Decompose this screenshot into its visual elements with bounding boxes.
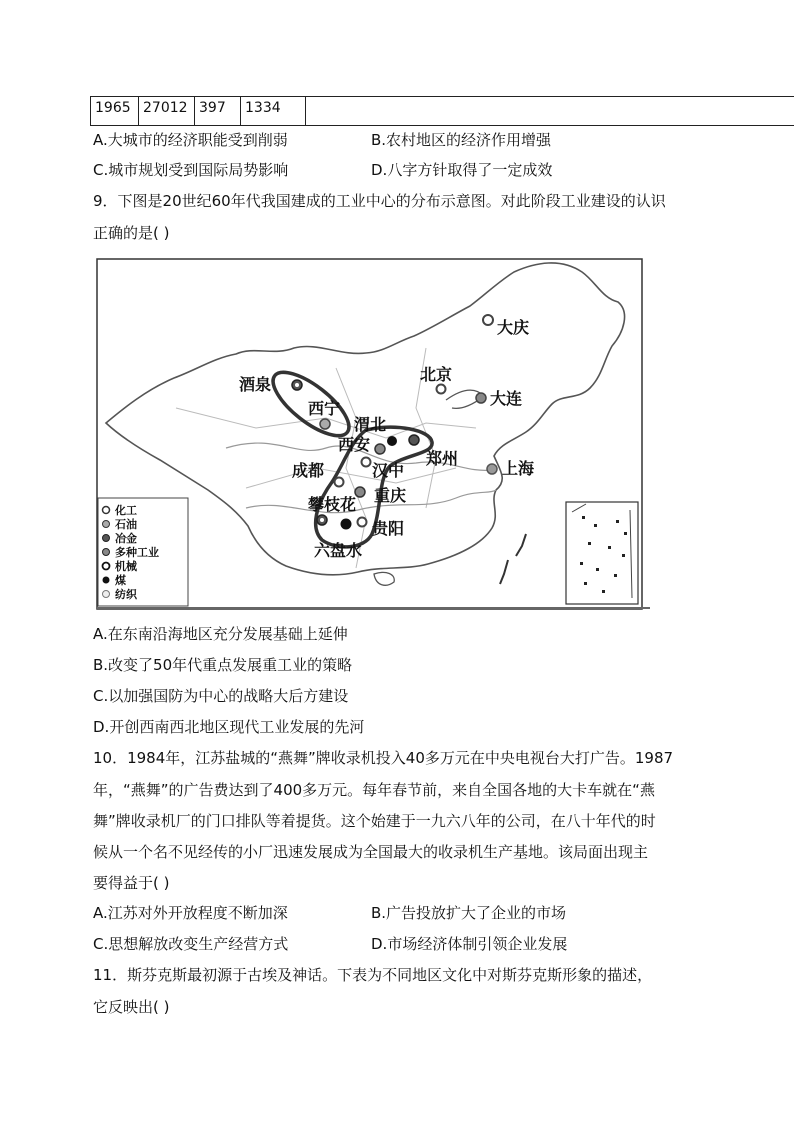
table-cell: 1334	[241, 97, 306, 126]
q10-stem-cont: 要得益于( )	[93, 874, 170, 892]
q10-option-a[interactable]: A.江苏对外开放程度不断加深	[93, 904, 288, 922]
hanzhong-marker	[362, 458, 371, 467]
beijing-marker	[437, 385, 446, 394]
city-label-dalian: 大连	[490, 389, 523, 408]
q9-stem-cont: 正确的是( )	[93, 224, 170, 242]
panzhihua-marker-dot	[320, 518, 324, 522]
table-row	[91, 97, 794, 126]
dalian-marker	[476, 393, 486, 403]
guiyang-marker	[358, 518, 367, 527]
legend-swatch-textile	[103, 591, 110, 598]
legend-swatch-chemical	[103, 507, 110, 514]
legend-petroleum: 石油	[115, 518, 137, 531]
q10-option-d[interactable]: D.市场经济体制引领企业发展	[371, 935, 568, 953]
city-label-guiyang: 贵阳	[372, 519, 405, 538]
city-label-jiuquan: 酒泉	[239, 375, 272, 394]
zhengzhou-marker	[409, 435, 419, 445]
legend-machinery: 机械	[115, 560, 137, 573]
city-label-zhengzhou: 郑州	[426, 449, 459, 468]
q8-option-c[interactable]: C.城市规划受到国际局势影响	[93, 161, 289, 179]
legend-swatch-coal	[103, 577, 110, 584]
industrial-centers-map	[96, 258, 650, 610]
q9-option-c[interactable]: C.以加强国防为中心的战略大后方建设	[93, 687, 349, 705]
weibei-marker	[387, 436, 397, 446]
legend-swatch-petroleum	[103, 521, 110, 528]
city-label-shanghai: 上海	[502, 459, 535, 478]
city-label-xining: 西宁	[308, 399, 341, 418]
xining-marker	[320, 419, 330, 429]
liupanshui-marker	[341, 519, 352, 530]
q9-option-a[interactable]: A.在东南沿海地区充分发展基础上延伸	[93, 625, 348, 643]
table-cell: 397	[195, 97, 241, 126]
city-label-panzhihua: 攀枝花	[308, 495, 357, 514]
legend-coal: 煤	[115, 574, 126, 587]
q10-stem-cont: 候从一个名不见经传的小厂迅速发展成为全国最大的收录机生产基地。该局面出现主	[93, 843, 649, 861]
south-china-sea-inset	[566, 502, 638, 604]
legend-swatch-machinery	[103, 563, 110, 570]
xian-marker	[375, 444, 385, 454]
q9-option-b[interactable]: B.改变了50年代重点发展重工业的策略	[93, 656, 353, 674]
legend-multi-industry: 多种工业	[115, 546, 159, 559]
q11-stem: 11．斯芬克斯最初源于古埃及神话。下表为不同地区文化中对斯芬克斯形象的描述，	[93, 966, 653, 984]
q9-option-d[interactable]: D.开创西南西北地区现代工业发展的先河	[93, 718, 365, 736]
jiuquan-marker-dot	[295, 383, 299, 387]
legend-swatch-metallurgy	[103, 535, 110, 542]
table-cell-year: 1965	[91, 97, 139, 126]
daqing-marker	[483, 315, 493, 325]
q9-stem: 9．下图是20世纪60年代我国建成的工业中心的分布示意图。对此阶段工业建设的认识	[93, 192, 666, 210]
city-label-hanzhong: 汉中	[372, 461, 405, 480]
q10-option-c[interactable]: C.思想解放改变生产经营方式	[93, 935, 289, 953]
q10-stem-cont: 舞”牌收录机厂的门口排队等着提货。这个始建于一九六八年的公司，在八十年代的时	[93, 812, 656, 830]
chongqing-marker	[355, 487, 365, 497]
city-label-beijing: 北京	[420, 365, 453, 384]
legend-chemical: 化工	[115, 504, 137, 517]
q8-option-a[interactable]: A.大城市的经济职能受到削弱	[93, 131, 288, 149]
shanghai-marker	[487, 464, 497, 474]
q10-stem: 10．1984年，江苏盐城的“燕舞”牌收录机投入40多万元在中央电视台大打广告。1987	[93, 749, 674, 767]
q8-option-d[interactable]: D.八字方针取得了一定成效	[371, 161, 553, 179]
chengdu-marker	[335, 478, 344, 487]
table-cell-empty	[306, 97, 794, 126]
q11-stem-cont: 它反映出( )	[93, 998, 170, 1016]
city-label-xian: 西安	[338, 435, 371, 454]
city-label-chengdu: 成都	[292, 461, 325, 480]
q10-option-b[interactable]: B.广告投放扩大了企业的市场	[371, 904, 567, 922]
city-label-chongqing: 重庆	[374, 486, 407, 505]
legend-swatch-multi-industry	[103, 549, 110, 556]
data-table-fragment	[90, 96, 794, 126]
q10-stem-cont: 年，“燕舞”的广告费达到了400多万元。每年春节前，来自全国各地的大卡车就在“燕	[93, 781, 655, 799]
city-label-daqing: 大庆	[497, 318, 530, 337]
legend-textile: 纺织	[115, 588, 137, 601]
china-map-figure	[96, 258, 650, 610]
legend-metallurgy: 冶金	[115, 532, 137, 545]
city-label-liupanshui: 六盘水	[314, 541, 363, 560]
table-cell: 27012	[139, 97, 195, 126]
q8-option-b[interactable]: B.农村地区的经济作用增强	[371, 131, 552, 149]
map-legend	[98, 498, 188, 606]
city-label-weibei: 渭北	[354, 415, 387, 434]
